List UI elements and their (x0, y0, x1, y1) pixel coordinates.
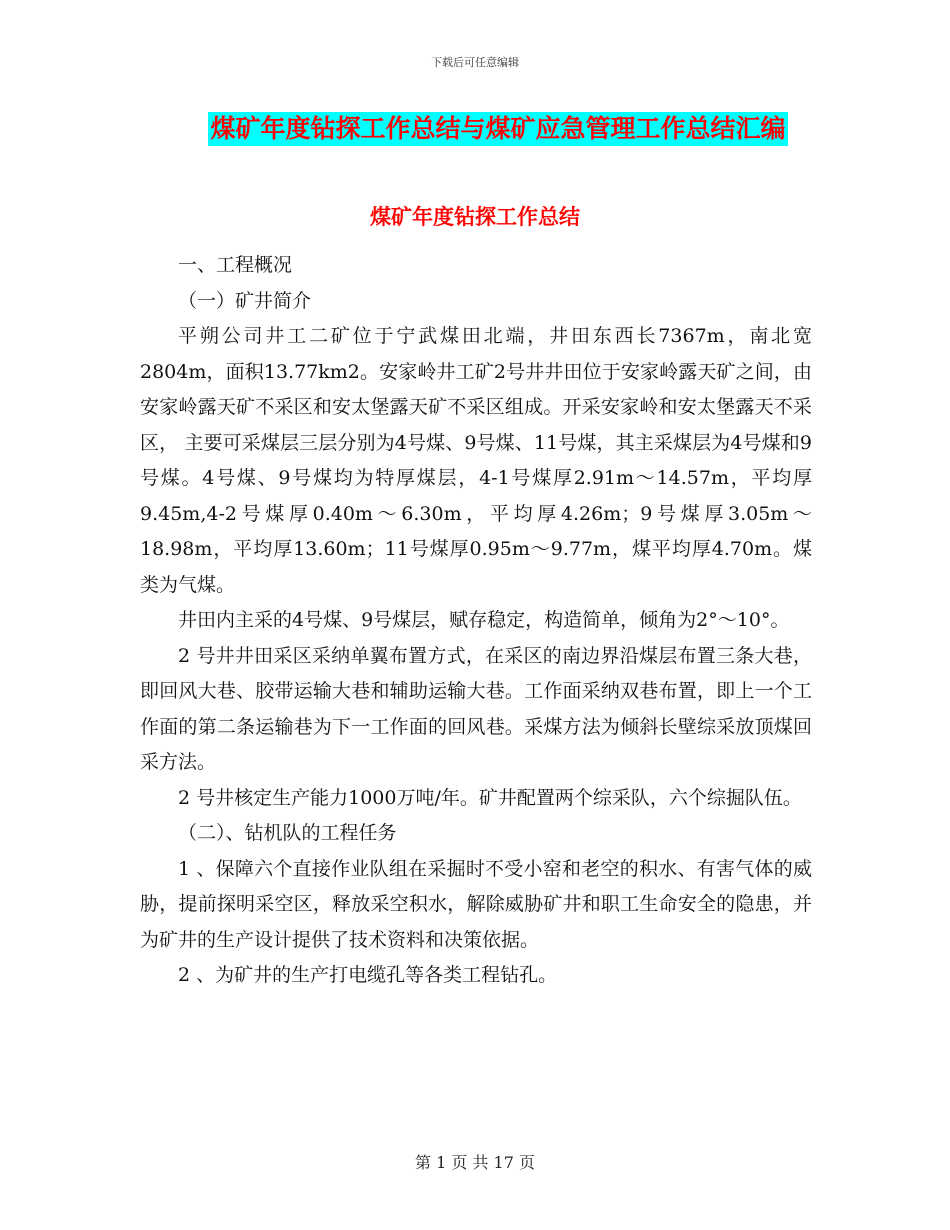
paragraph: 2 号井核定生产能力1000万吨/年。矿井配置两个综采队，六个综掘队伍。 (178, 786, 802, 809)
section-title: 煤矿年度钻探工作总结 (370, 204, 580, 229)
paragraph: 平朔公司井工二矿位于宁武煤田北端，井田东西长7367m，南北宽2804m，面积13.77km2。安家岭井工矿2号井井田位于安家岭露天矿之间，由安家岭露天矿不采区和安太堡露天矿不采区组成。开采安家岭和安太堡露天不采区， 主要可采煤层三层分别为4号煤、9号煤、11号煤，其主采煤层为4号煤和9号煤。4号煤、9号煤均为特厚煤层，4-1号煤厚2.91m～14.57m，平均厚9.45m,4-2号煤厚0.40m～6.30m，平均厚4.26m；9号煤厚3.05m～18.98m，平均厚13.60m；11号煤厚0.95m～9.77m，煤平均厚4.70m。煤类为气煤。 (140, 325, 812, 596)
paragraph: 2 号井井田采区采纳单翼布置方式，在采区的南边界沿煤层布置三条大巷，即回风大巷、胶带运输大巷和辅助运输大巷。工作面采纳双巷布置，即上一个工作面的第二条运输巷为下一工作面的回风巷。采煤方法为倾斜长壁综采放顶煤回采方法。 (140, 644, 812, 773)
document-body (140, 248, 812, 994)
subheading-drill-team-tasks: （二）、钻机队的工程任务 (178, 822, 397, 844)
paragraph: 1 、保障六个直接作业队组在采掘时不受小窑和老空的积水、有害气体的威胁，提前探明采空区，释放采空积水，解除威胁矿井和职工生命安全的隐患，并为矿井的生产设计提供了技术资料和决策依据。 (140, 857, 812, 951)
paragraph: 井田内主采的4号煤、9号煤层，赋存稳定，构造简单，倾角为2°～10°。 (178, 609, 790, 631)
heading-project-overview: 一、工程概况 (178, 254, 293, 276)
header-note: 下载后可任意编辑 (431, 56, 519, 69)
document-title-container (0, 112, 950, 146)
document-title: 煤矿年度钻探工作总结与煤矿应急管理工作总结汇编 (208, 112, 787, 146)
page-number-footer: 第 1 页 共 17 页 (415, 1153, 535, 1172)
subheading-mine-intro: （一）矿井简介 (178, 289, 312, 312)
paragraph: 2 、为矿井的生产打电缆孔等各类工程钻孔。 (178, 964, 558, 986)
